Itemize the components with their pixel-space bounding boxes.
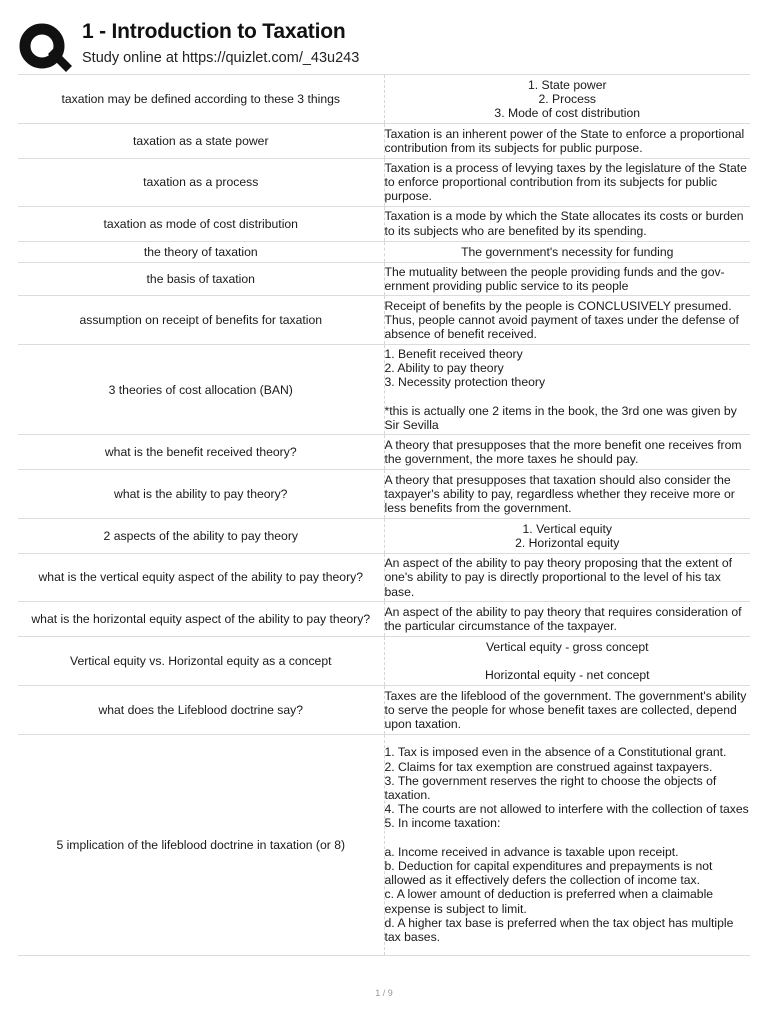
page-title: 1 - Introduction to Taxation <box>82 20 346 43</box>
flashcard-row <box>18 470 750 519</box>
flashcard-row <box>18 554 750 602</box>
card-term: what is the benefit received theory? <box>18 435 384 470</box>
flashcard-row <box>18 124 750 159</box>
card-term: taxation as a process <box>18 159 384 207</box>
card-definition: Receipt of benefits by the people is CONCLUSIVELY presumed. Thus, people cannot avoid payment of taxes under the defense of absence of benefit received. <box>384 296 750 345</box>
flashcard-row <box>18 241 750 262</box>
card-definition: 1. Benefit received theory 2. Ability to pay theory 3. Necessity protection theory *this is actually one 2 items in the book, the 3rd one was given by Sir Sevilla <box>384 345 750 435</box>
card-term: the theory of taxation <box>18 241 384 262</box>
flashcard-row <box>18 159 750 207</box>
card-term: what does the Lifeblood doctrine say? <box>18 685 384 734</box>
card-definition: The mutuality between the people providing funds and the gov-ernment providing public service to its people <box>384 262 750 295</box>
card-term: the basis of taxation <box>18 262 384 295</box>
card-definition: Taxation is a mode by which the State allocates its costs or burden to its subjects who are benefited by its spending. <box>384 206 750 241</box>
flashcard-row <box>18 206 750 241</box>
flashcard-table <box>18 74 750 956</box>
card-definition: Taxes are the lifeblood of the government. The government's ability to serve the people for whose benefit taxes are collected, depend upon taxation. <box>384 685 750 734</box>
flashcard-row <box>18 601 750 636</box>
flashcard-row <box>18 734 750 955</box>
quizlet-logo-icon <box>18 20 72 74</box>
card-definition: Taxation is an inherent power of the State to enforce a proportional contribution from its subjects for public purpose. <box>384 124 750 159</box>
card-definition: A theory that presupposes that taxation should also consider the taxpayer's ability to pay, regardless whether they receive more or less benefits from the government. <box>384 470 750 519</box>
flashcard-row <box>18 296 750 345</box>
page-header <box>0 0 768 74</box>
flashcard-row <box>18 75 750 124</box>
card-definition: 1. Vertical equity 2. Horizontal equity <box>384 519 750 554</box>
flashcard-row <box>18 636 750 685</box>
card-term: assumption on receipt of benefits for taxation <box>18 296 384 345</box>
card-term: 2 aspects of the ability to pay theory <box>18 519 384 554</box>
card-term: what is the horizontal equity aspect of the ability to pay theory? <box>18 601 384 636</box>
flashcard-row <box>18 345 750 435</box>
flashcard-row <box>18 519 750 554</box>
card-definition: An aspect of the ability to pay theory that requires consideration of the particular circumstance of the taxpayer. <box>384 601 750 636</box>
card-term: taxation as mode of cost distribution <box>18 206 384 241</box>
card-term: what is the ability to pay theory? <box>18 470 384 519</box>
card-definition: 1. State power 2. Process 3. Mode of cost distribution <box>384 75 750 124</box>
card-definition: 1. Tax is imposed even in the absence of a Constitutional grant. 2. Claims for tax exemption are construed against taxpayers. 3. The government reserves the right to choose the objects of taxation. 4. The courts are not allowed to interfere with the collection of taxes 5. In income taxation: a. Income received in advance is taxable upon receipt. b. Deduction for capital expenditures and prepayments is not allowed as it effectively defers the collection of income tax. c. A lower amount of deduction is preferred when a claimable expense is subject to limit. d. A higher tax base is preferred when the tax object has multiple tax bases. <box>384 734 750 955</box>
study-link-text: Study online at https://quizlet.com/_43u243 <box>82 50 360 66</box>
flashcard-row <box>18 685 750 734</box>
card-definition: A theory that presupposes that the more benefit one receives from the government, the more taxes he should pay. <box>384 435 750 470</box>
card-definition: An aspect of the ability to pay theory proposing that the extent of one's ability to pay is directly proportional to the level of his tax base. <box>384 554 750 602</box>
card-term: 3 theories of cost allocation (BAN) <box>18 345 384 435</box>
card-term: Vertical equity vs. Horizontal equity as a concept <box>18 636 384 685</box>
flashcard-row <box>18 262 750 295</box>
card-term: taxation as a state power <box>18 124 384 159</box>
card-definition: The government's necessity for funding <box>384 241 750 262</box>
card-term: 5 implication of the lifeblood doctrine in taxation (or 8) <box>18 734 384 955</box>
flashcard-row <box>18 435 750 470</box>
page-indicator: 1 / 9 <box>375 988 393 998</box>
card-term: what is the vertical equity aspect of the ability to pay theory? <box>18 554 384 602</box>
card-definition: Taxation is a process of levying taxes by the legislature of the State to enforce proportional contribution from its subjects for public purpose. <box>384 159 750 207</box>
card-term: taxation may be defined according to these 3 things <box>18 75 384 124</box>
card-definition: Vertical equity - gross concept Horizontal equity - net concept <box>384 636 750 685</box>
